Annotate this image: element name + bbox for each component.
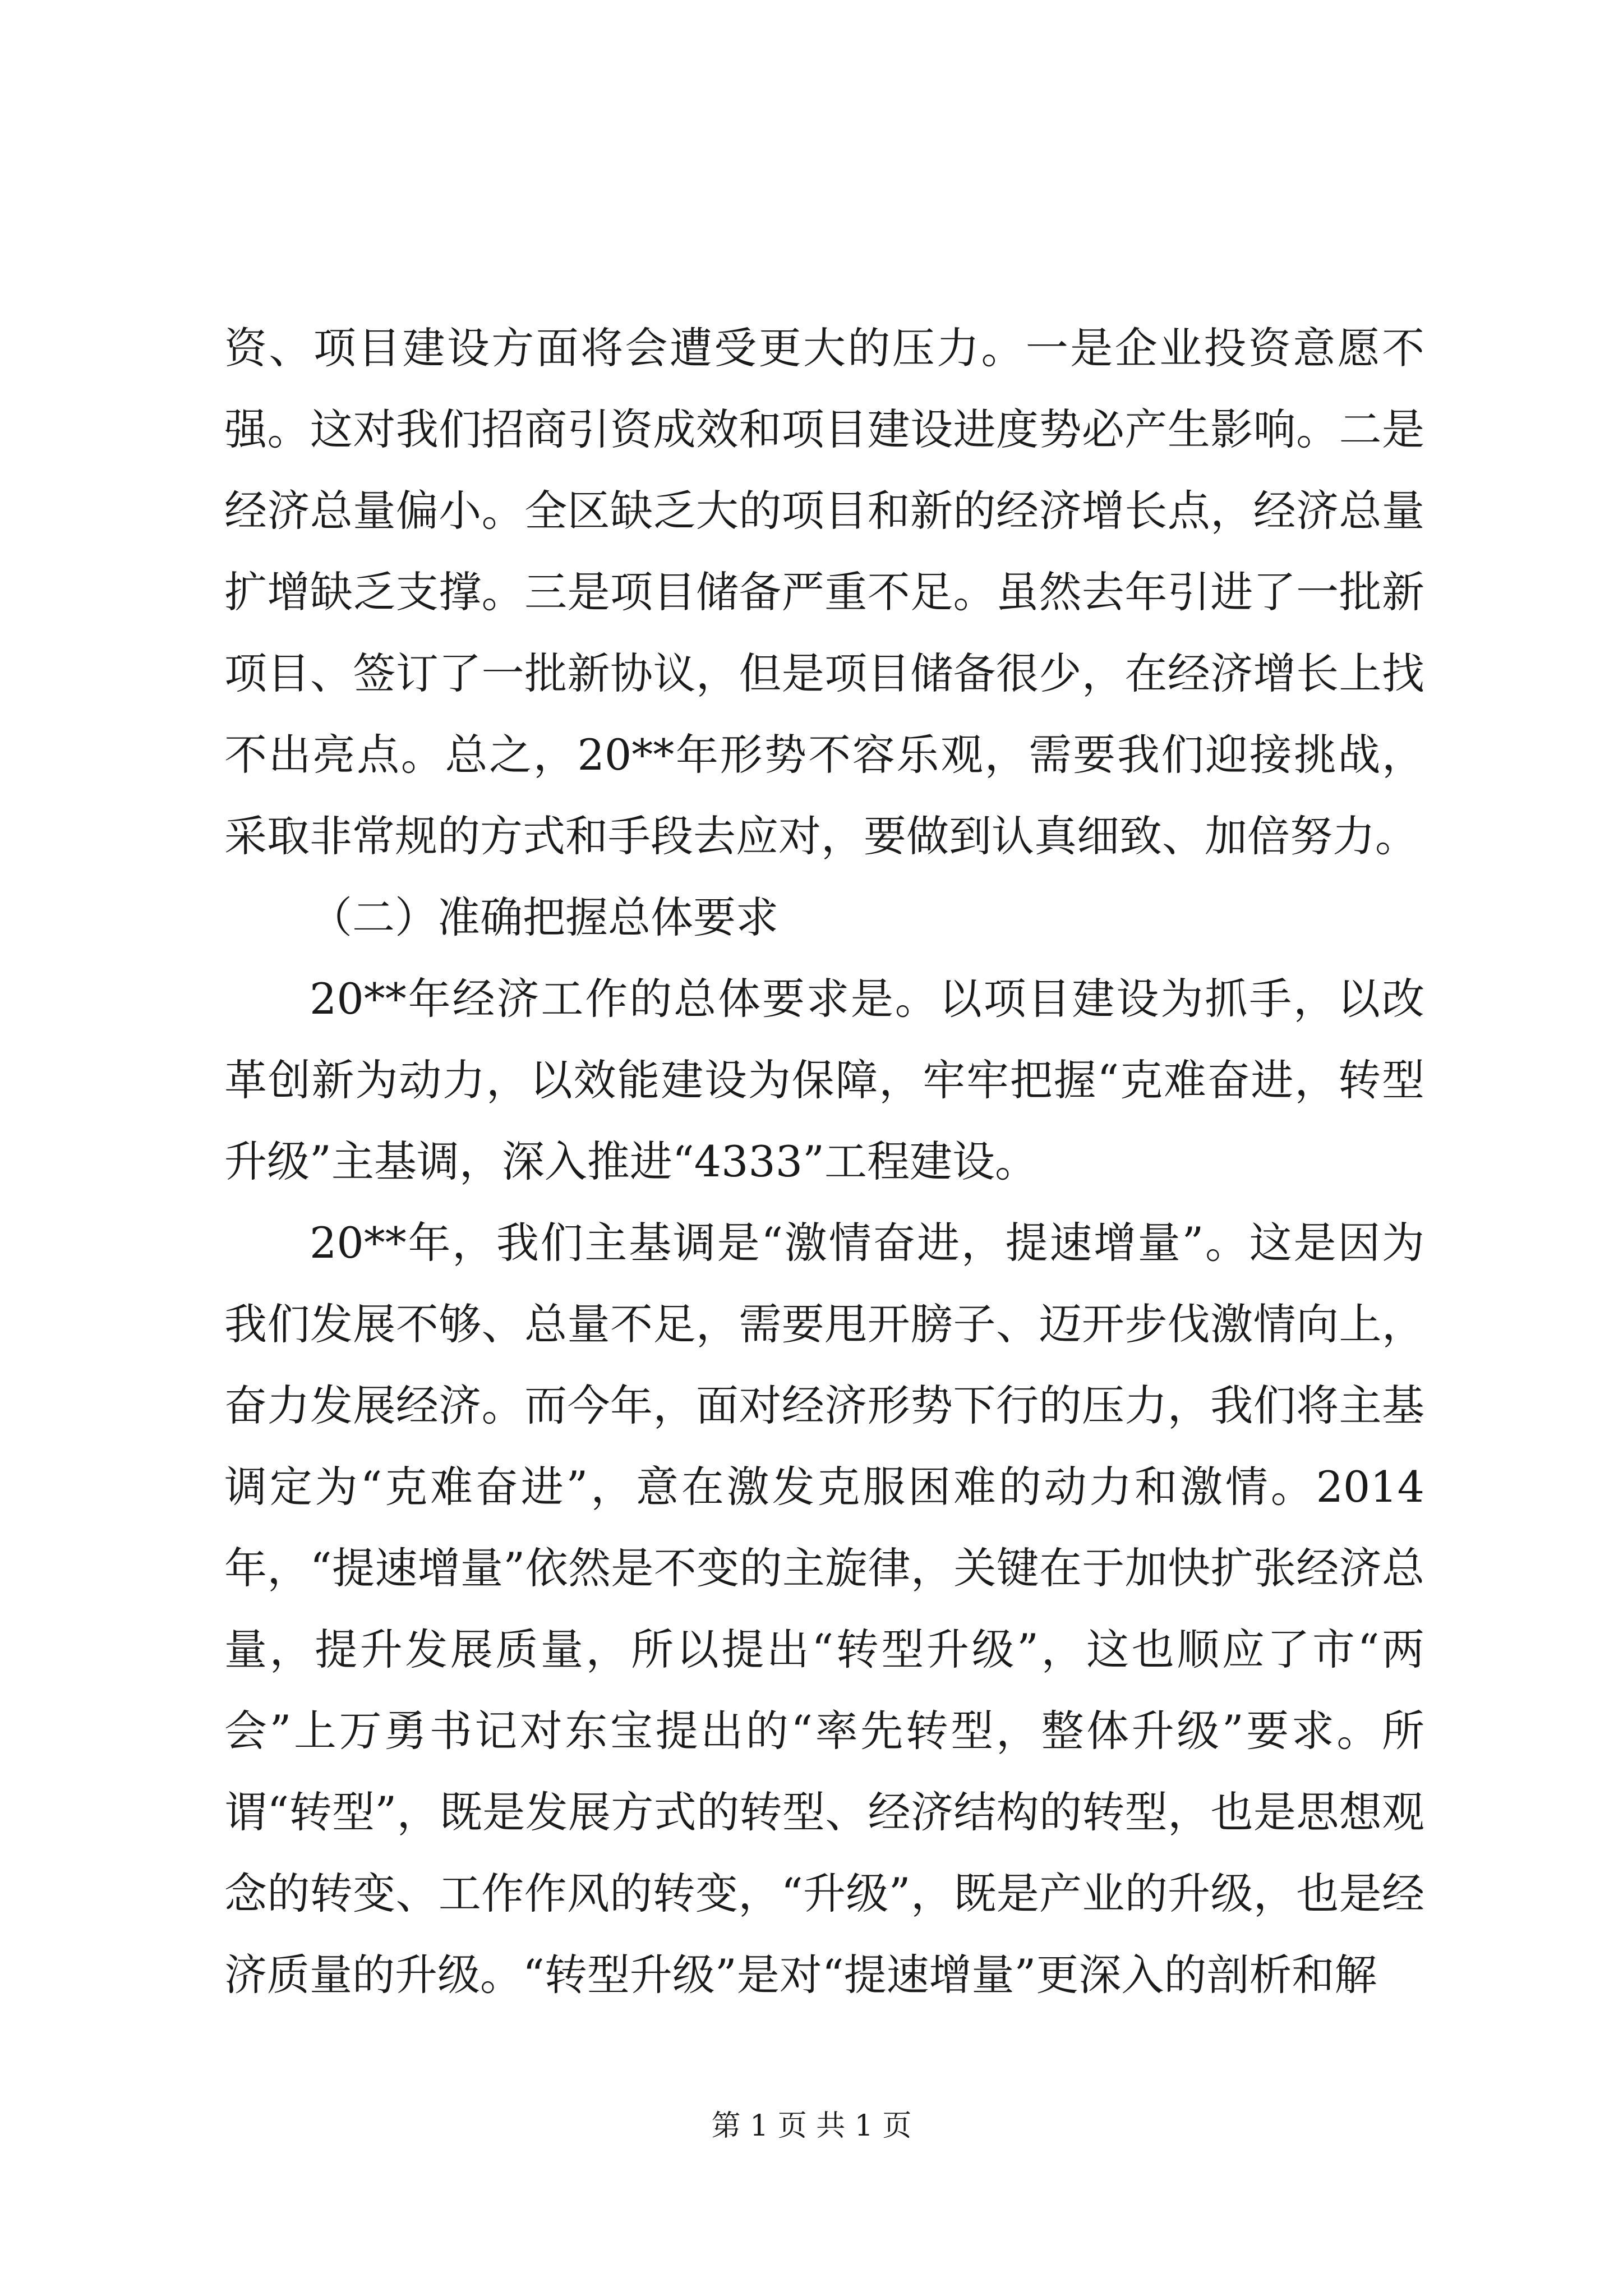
paragraph-overall-requirements: 20**年经济工作的总体要求是。以项目建设为抓手，以改革创新为动力，以效能建设为保障，牢牢把握“克难奋进，转型升级”主基调，深入推进“4333”工程建设。 xyxy=(224,974,1424,1186)
document-body xyxy=(224,307,1424,2016)
paragraph-main-tone: 20**年，我们主基调是“激情奋进，提速增量”。这是因为我们发展不够、总量不足，需要甩开膀子、迈开步伐激情向上，奋力发展经济。而今年，面对经济形势下行的压力，我们将主基调定为“克难奋进”，意在激发克服困难的动力和激情。2014年，“提速增量”依然是不变的主旋律，关键在于加快扩张经济总量，提升发展质量，所以提出“转型升级”，这也顺应了市“两会”上万勇书记对东宝提出的“率先转型，整体升级”要求。所谓“转型”，既是发展方式的转型、经济结构的转型，也是思想观念的转变、工作作风的转变，“升级”，既是产业的升级，也是经济质量的升级。“转型升级”是对“提速增量”更深入的剖析和解 xyxy=(224,1218,1424,2000)
page-footer: 第 1 页 共 1 页 xyxy=(711,2109,912,2143)
section-heading: （二）准确把握总体要求 xyxy=(310,892,778,942)
paragraph-continuation: 资、项目建设方面将会遭受更大的压力。一是企业投资意愿不强。这对我们招商引资成效和项目建设进度势必产生影响。二是经济总量偏小。全区缺乏大的项目和新的经济增长点，经济总量扩增缺乏支撑。三是项目储备严重不足。虽然去年引进了一批新项目、签订了一批新协议，但是项目储备很少，在经济增长上找不出亮点。总之，20**年形势不容乐观，需要我们迎接挑战，采取非常规的方式和手段去应对，要做到认真细致、加倍努力。 xyxy=(224,323,1424,861)
